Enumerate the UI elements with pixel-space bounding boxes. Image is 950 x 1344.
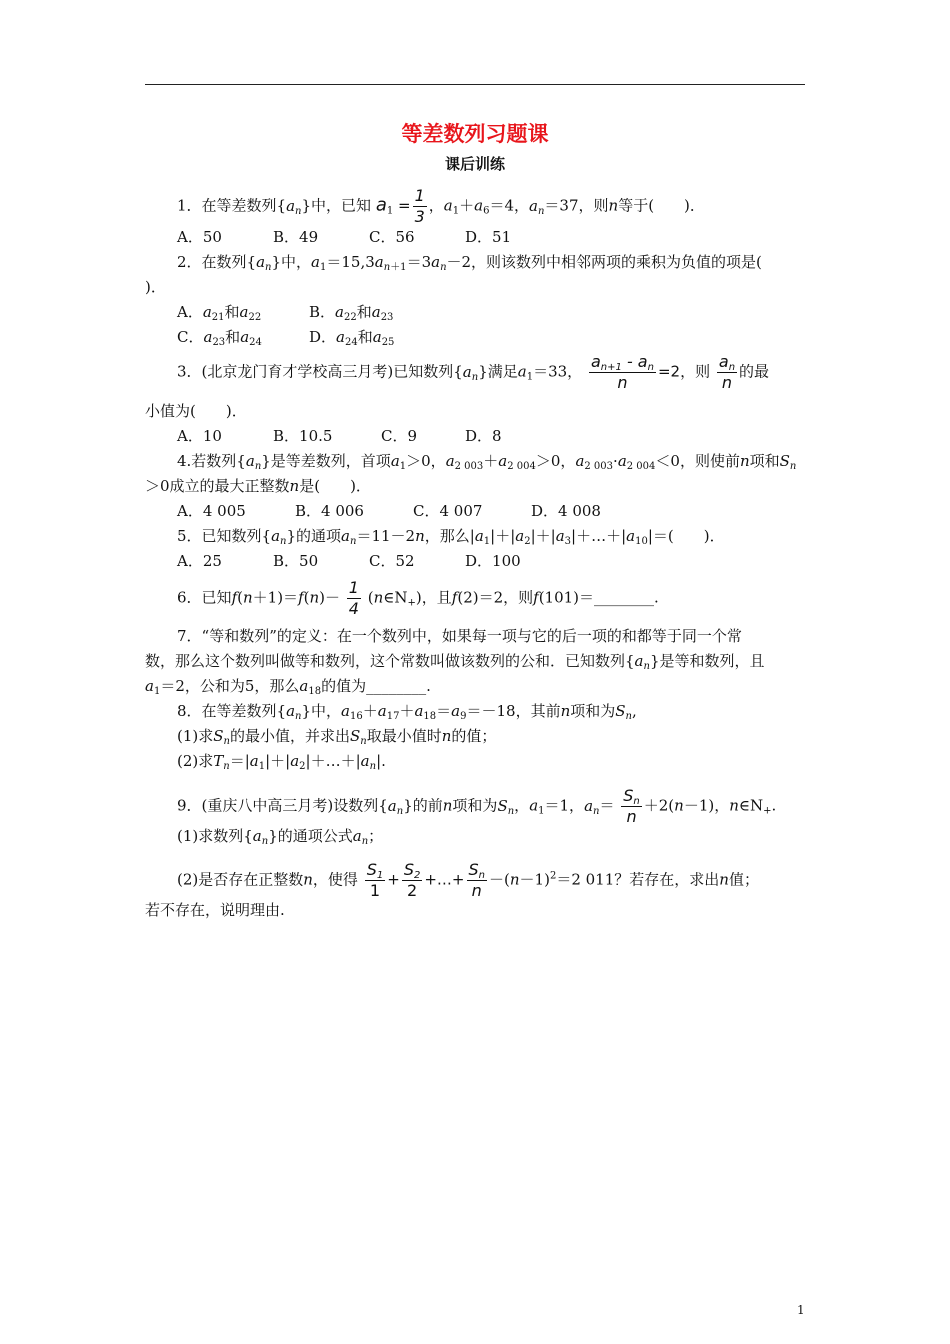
page-subtitle: 课后训练 <box>444 155 505 173</box>
question-2-options-row-1: A．$a_{21}$和$a_{22}$ B．$a_{22}$和$a_{23}$ <box>177 303 394 323</box>
question-9-line-last: 若不存在，说明理由. <box>145 901 285 919</box>
fraction-one-third: $\frac{1}{3}$ <box>414 186 425 226</box>
question-4-line-2: ＞0成立的最大正整数n是( )． <box>145 477 371 495</box>
question-9-part-1: (1)求数列$\{a_n\}$的通项公式$a_n$； <box>177 827 384 847</box>
question-4: 4.若数列$\{a_n\}$是等差数列，首项$a_1>0$，$a_{2 003}+a_{2 004}>0$，$a_{2 003}\cdot a_{2 004}<0$，则使前n项和$S_n$ <box>177 452 797 472</box>
question-8: 8．在等差数列$\{a_n\}$中，$a_{16}+a_{17}+a_{18}=a_9=-18$，其前n项和为$S_n$, <box>177 702 637 722</box>
question-5-options: A．25 B．50 C．52 D．100 <box>177 552 521 570</box>
header-rule <box>145 84 805 85</box>
question-5: 5．已知数列$\{a_n\}$的通项$a_n=11-2n$，那么$|a_1|+|a_2|+|a_3|+\dots+|a_{10}|=$( )． <box>177 527 725 547</box>
question-7-line-1: 7．“等和数列”的定义：在一个数列中，如果每一项与它的后一项的和都等于同一个常 <box>177 627 742 645</box>
question-6: 6．已知f(n＋1)＝f(n)－ $\frac{1}{4}$ $(n\in N_+)$，且f(2)＝2，则f(101)＝________. <box>177 578 659 618</box>
fraction-difference: $\frac{a_{n+1} - a_n}{n}$ <box>590 352 654 392</box>
question-2-options-row-2: C．$a_{23}$和$a_{24}$ D．$a_{24}$和$a_{25}$ <box>177 328 395 348</box>
question-9: 9．(重庆八中高三月考)设数列$\{a_n\}$的前n项和为$S_n$，$a_1=1$，$a_n=$ $\frac{S_n}{n}$ ＋2(n－1)，$n\in N_+$. <box>177 786 777 826</box>
fraction-one-quarter: $\frac{1}{4}$ <box>348 578 359 618</box>
question-1-options: A．50 B．49 C．56 D．51 <box>177 228 512 246</box>
question-4-options: A．4 005 B．4 006 C．4 007 D．4 008 <box>177 502 601 520</box>
fraction-sn-over-n: $\frac{S_n}{n}$ <box>623 786 640 826</box>
question-7-line-2: 数，那么这个数列叫做等和数列，这个常数叫做该数列的公和．已知数列$\{a_n\}$是等和数列，且 <box>145 652 765 672</box>
fraction-sn-over-n-sum: $\frac{S_n}{n}$ <box>468 860 485 900</box>
question-8-part-1: (1)求$S_n$的最小值，并求出$S_n$取最小值时n的值； <box>177 727 497 747</box>
question-7-line-3: $a_1=2$，公和为5，那么$a_{18}$的值为________. <box>145 677 431 697</box>
question-8-part-2: (2)求$T_n=|a_1|+|a_2|+\dots+|a_n|$. <box>177 752 386 772</box>
question-2-line-2: )． <box>145 278 166 296</box>
question-2: 2．在数列$\{a_n\}$中，$a_1=15,3a_{n+1}=3a_n-2$，则该数列中相邻两项的乘积为负值的项是( <box>177 253 762 273</box>
question-1: 1．在等差数列$\{a_n\}$中，已知 $a_1$ = $\frac{1}{3}$ ，$a_1+a_6=4$，$a_n=37$，则n等于( )． <box>177 186 705 226</box>
question-3: 3．(北京龙门育才学校高三月考)已知数列$\{a_n\}$满足$a_1=33$， $\frac{a_{n+1} - a_n}{n}$ =2，则 $\frac{a_n}{n}$ 的最 <box>177 352 770 392</box>
page-title: 等差数列习题课 <box>401 121 549 146</box>
page-number: 1 <box>797 1303 805 1317</box>
fraction-s1-over-1: $\frac{S_1}{1}$ <box>366 860 384 900</box>
fraction-an-over-n: $\frac{a_n}{n}$ <box>718 352 736 392</box>
question-9-part-2: (2)是否存在正整数n，使得 $\frac{S_1}{1}$ + $\frac{S_2}{2}$ +…+ $\frac{S_n}{n}$ $-(n-1)^2=2$ 011？若存在，求出n值； <box>177 860 759 900</box>
question-3-options: A．10 B．10.5 C．9 D．8 <box>177 427 502 445</box>
question-3-line-2: 小值为( )． <box>145 402 247 420</box>
fraction-s2-over-2: $\frac{S_2}{2}$ <box>403 860 421 900</box>
